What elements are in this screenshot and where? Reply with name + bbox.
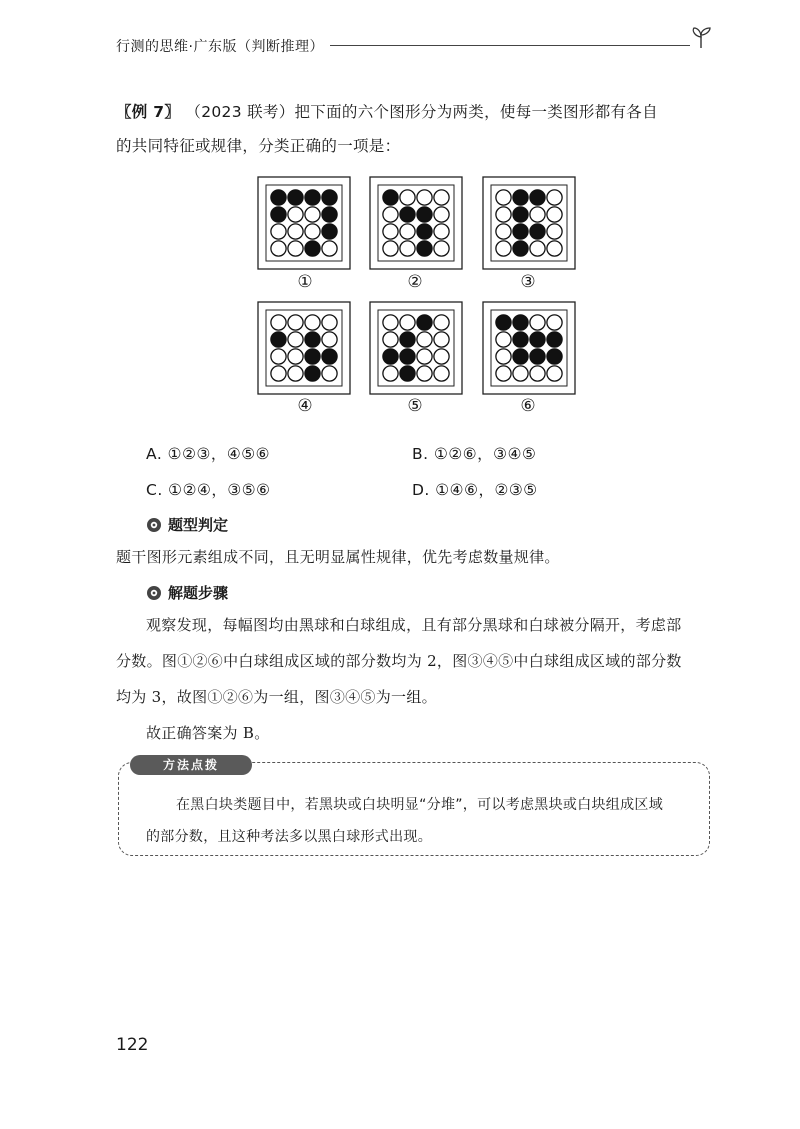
black-ball xyxy=(400,207,415,222)
white-ball xyxy=(496,190,511,205)
white-ball xyxy=(271,366,286,381)
white-ball xyxy=(434,315,449,330)
white-ball xyxy=(496,366,511,381)
section-type-body: 题干图形元素组成不同，且无明显属性规律，优先考虑数量规律。 xyxy=(116,548,560,566)
white-ball xyxy=(383,315,398,330)
white-ball xyxy=(496,224,511,239)
white-ball xyxy=(288,241,303,256)
black-ball xyxy=(417,315,432,330)
black-ball xyxy=(547,349,562,364)
white-ball xyxy=(383,366,398,381)
white-ball xyxy=(288,224,303,239)
black-ball xyxy=(417,241,432,256)
tip-line-2: 的部分数，且这种考法多以黑白球形式出现。 xyxy=(146,829,432,845)
black-ball xyxy=(530,349,545,364)
white-ball xyxy=(271,224,286,239)
section-type-title: 题型判定 xyxy=(168,516,229,534)
black-ball xyxy=(513,224,528,239)
black-ball xyxy=(417,224,432,239)
option-c: C. ①②④，③⑤⑥ xyxy=(146,481,271,499)
white-ball xyxy=(383,241,398,256)
section-steps-heading xyxy=(146,582,228,603)
black-ball xyxy=(305,190,320,205)
white-ball xyxy=(434,241,449,256)
figure-label-2: ② xyxy=(407,272,423,292)
white-ball xyxy=(322,241,337,256)
white-ball xyxy=(400,190,415,205)
white-ball xyxy=(434,349,449,364)
figure-label-3: ③ xyxy=(520,272,536,292)
black-ball xyxy=(513,332,528,347)
figure-4 xyxy=(258,302,350,394)
white-ball xyxy=(547,224,562,239)
tip-line-1: 在黑白块类题目中，若黑块或白块明显“分堆”，可以考虑黑块或白块组成区域 xyxy=(176,797,664,813)
white-ball xyxy=(496,349,511,364)
figure-frame xyxy=(370,302,462,394)
question-tag: 〖例 7〗 xyxy=(116,103,181,121)
white-ball xyxy=(417,366,432,381)
figure-frame xyxy=(258,177,350,269)
steps-line-3: 均为 3，故图①②⑥为一组，图③④⑤为一组。 xyxy=(116,688,437,706)
figure-label-4: ④ xyxy=(297,396,313,416)
option-a: A. ①②③，④⑤⑥ xyxy=(146,445,271,463)
black-ball xyxy=(513,241,528,256)
black-ball xyxy=(547,332,562,347)
black-ball xyxy=(305,241,320,256)
black-ball xyxy=(530,332,545,347)
black-ball xyxy=(383,349,398,364)
black-ball xyxy=(383,190,398,205)
white-ball xyxy=(434,366,449,381)
figure-frame xyxy=(370,177,462,269)
white-ball xyxy=(434,190,449,205)
option-b: B. ①②⑥，③④⑤ xyxy=(412,445,537,463)
tip-tag: 方法点拨 xyxy=(130,755,252,775)
black-ball xyxy=(288,190,303,205)
white-ball xyxy=(496,241,511,256)
black-ball xyxy=(400,349,415,364)
section-steps-title: 解题步骤 xyxy=(168,584,229,602)
white-ball xyxy=(434,207,449,222)
white-ball xyxy=(322,315,337,330)
steps-line-2: 分数。图①②⑥中白球组成区域的部分数均为 2，图③④⑤中白球组成区域的部分数 xyxy=(116,652,682,670)
white-ball xyxy=(400,315,415,330)
white-ball xyxy=(383,224,398,239)
black-ball xyxy=(271,190,286,205)
white-ball xyxy=(305,224,320,239)
question-text-1: 把下面的六个图形分为两类，使每一类图形都有各自 xyxy=(294,103,658,121)
white-ball xyxy=(496,332,511,347)
black-ball xyxy=(322,207,337,222)
white-ball xyxy=(288,366,303,381)
black-ball xyxy=(400,366,415,381)
figure-label-1: ① xyxy=(297,272,313,292)
white-ball xyxy=(530,366,545,381)
white-ball xyxy=(547,366,562,381)
white-ball xyxy=(530,241,545,256)
black-ball xyxy=(322,190,337,205)
black-ball xyxy=(530,190,545,205)
figure-label-6: ⑥ xyxy=(520,396,536,416)
white-ball xyxy=(383,207,398,222)
white-ball xyxy=(417,349,432,364)
section-type-heading xyxy=(146,514,228,535)
option-d: D. ①④⑥，②③⑤ xyxy=(412,481,538,499)
figure-6 xyxy=(483,302,575,394)
black-ball xyxy=(417,207,432,222)
black-ball xyxy=(305,366,320,381)
black-ball xyxy=(400,332,415,347)
white-ball xyxy=(496,207,511,222)
question-text-2: 的共同特征或规律，分类正确的一项是： xyxy=(116,137,401,155)
figure-grid-set xyxy=(0,0,800,440)
white-ball xyxy=(513,366,528,381)
page-number: 122 xyxy=(116,1035,149,1055)
white-ball xyxy=(417,332,432,347)
figure-3 xyxy=(483,177,575,269)
black-ball xyxy=(496,315,511,330)
steps-line-1: 观察发现，每幅图均由黑球和白球组成，且有部分黑球和白球被分隔开，考虑部 xyxy=(146,616,682,634)
white-ball xyxy=(271,241,286,256)
black-ball xyxy=(305,332,320,347)
figure-1 xyxy=(258,177,350,269)
white-ball xyxy=(322,332,337,347)
white-ball xyxy=(271,315,286,330)
black-ball xyxy=(305,349,320,364)
figure-5 xyxy=(370,302,462,394)
gear-bullet-icon xyxy=(146,517,162,533)
white-ball xyxy=(434,224,449,239)
figure-label-5: ⑤ xyxy=(407,396,423,416)
white-ball xyxy=(547,190,562,205)
white-ball xyxy=(288,349,303,364)
black-ball xyxy=(322,349,337,364)
gear-bullet-icon xyxy=(146,585,162,601)
white-ball xyxy=(400,224,415,239)
black-ball xyxy=(513,190,528,205)
figure-frame xyxy=(258,302,350,394)
white-ball xyxy=(288,332,303,347)
figure-frame xyxy=(483,177,575,269)
white-ball xyxy=(434,332,449,347)
white-ball xyxy=(547,207,562,222)
white-ball xyxy=(400,241,415,256)
answer-line: 故正确答案为 B。 xyxy=(146,724,270,742)
black-ball xyxy=(513,315,528,330)
white-ball xyxy=(383,332,398,347)
black-ball xyxy=(530,224,545,239)
black-ball xyxy=(271,207,286,222)
question-source: （2023 联考） xyxy=(185,103,295,121)
white-ball xyxy=(288,207,303,222)
white-ball xyxy=(322,366,337,381)
white-ball xyxy=(547,241,562,256)
white-ball xyxy=(547,315,562,330)
black-ball xyxy=(271,332,286,347)
black-ball xyxy=(322,224,337,239)
black-ball xyxy=(513,349,528,364)
figure-2 xyxy=(370,177,462,269)
white-ball xyxy=(530,207,545,222)
black-ball xyxy=(513,207,528,222)
white-ball xyxy=(305,207,320,222)
figure-frame xyxy=(483,302,575,394)
white-ball xyxy=(530,315,545,330)
white-ball xyxy=(417,190,432,205)
white-ball xyxy=(288,315,303,330)
white-ball xyxy=(271,349,286,364)
running-header: 行测的思维·广东版（判断推理） xyxy=(116,39,324,55)
white-ball xyxy=(305,315,320,330)
